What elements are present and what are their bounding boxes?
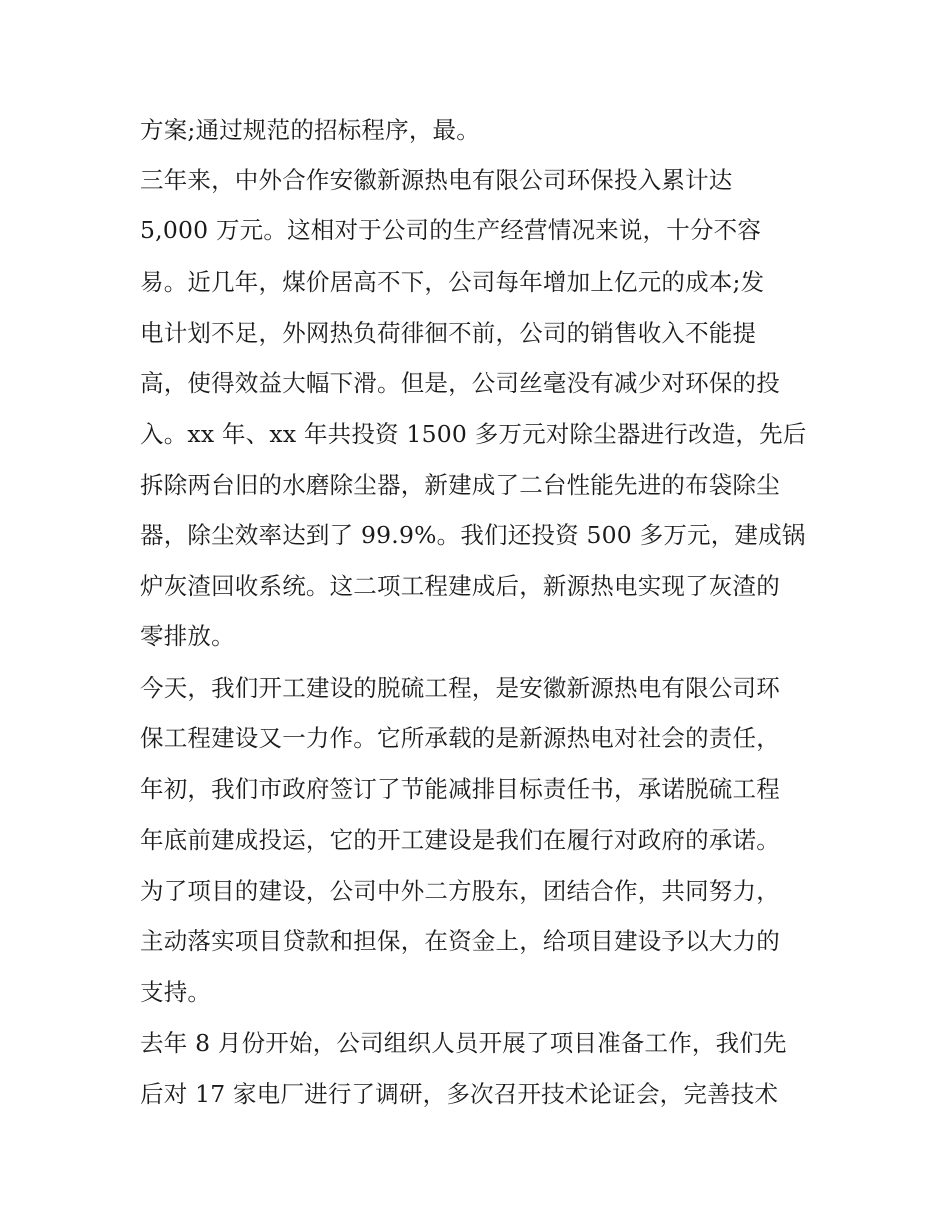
text-line: 年底前建成投运，它的开工建设是我们在履行对政府的承诺。 [140,826,780,854]
text-line: 拆除两台旧的水磨除尘器，新建成了二台性能先进的布袋除尘 [140,471,780,499]
text-line: 高，使得效益大幅下滑。但是，公司丝毫没有减少对环保的投 [140,369,780,397]
text-line: 电计划不足，外网热负荷徘徊不前，公司的销售收入不能提 [140,319,757,347]
text-line: 去年 8 月份开始，公司组织人员开展了项目准备工作，我们先 [140,1029,787,1057]
text-line: 易。近几年，煤价居高不下，公司每年增加上亿元的成本;发 [140,268,765,296]
text-line: 零排放。 [140,622,235,650]
text-line: 炉灰渣回收系统。这二项工程建成后，新源热电实现了灰渣的 [140,572,780,600]
text-line: 为了项目的建设，公司中外二方股东，团结合作，共同努力， [140,877,780,905]
text-line: 入。xx 年、xx 年共投资 1500 多万元对除尘器进行改造，先后 [140,420,807,448]
text-line: 后对 17 家电厂进行了调研，多次召开技术论证会，完善技术 [140,1080,779,1108]
text-line: 三年来，中外合作安徽新源热电有限公司环保投入累计达 [140,166,733,194]
text-line: 今天，我们开工建设的脱硫工程，是安徽新源热电有限公司环 [140,674,780,702]
text-line: 方案;通过规范的招标程序，最。 [140,116,480,144]
text-line: 主动落实项目贷款和担保，在资金上，给项目建设予以大力的 [140,927,780,955]
text-line: 年初，我们市政府签订了节能减排目标责任书，承诺脱硫工程 [140,775,780,803]
text-line: 器，除尘效率达到了 99.9%。我们还投资 500 多万元，建成锅 [140,521,806,549]
text-line: 支持。 [140,978,212,1006]
text-line: 5,000 万元。这相对于公司的生产经营情况来说，十分不容 [140,216,762,244]
text-line: 保工程建设又一力作。它所承载的是新源热电对社会的责任， [140,724,780,752]
